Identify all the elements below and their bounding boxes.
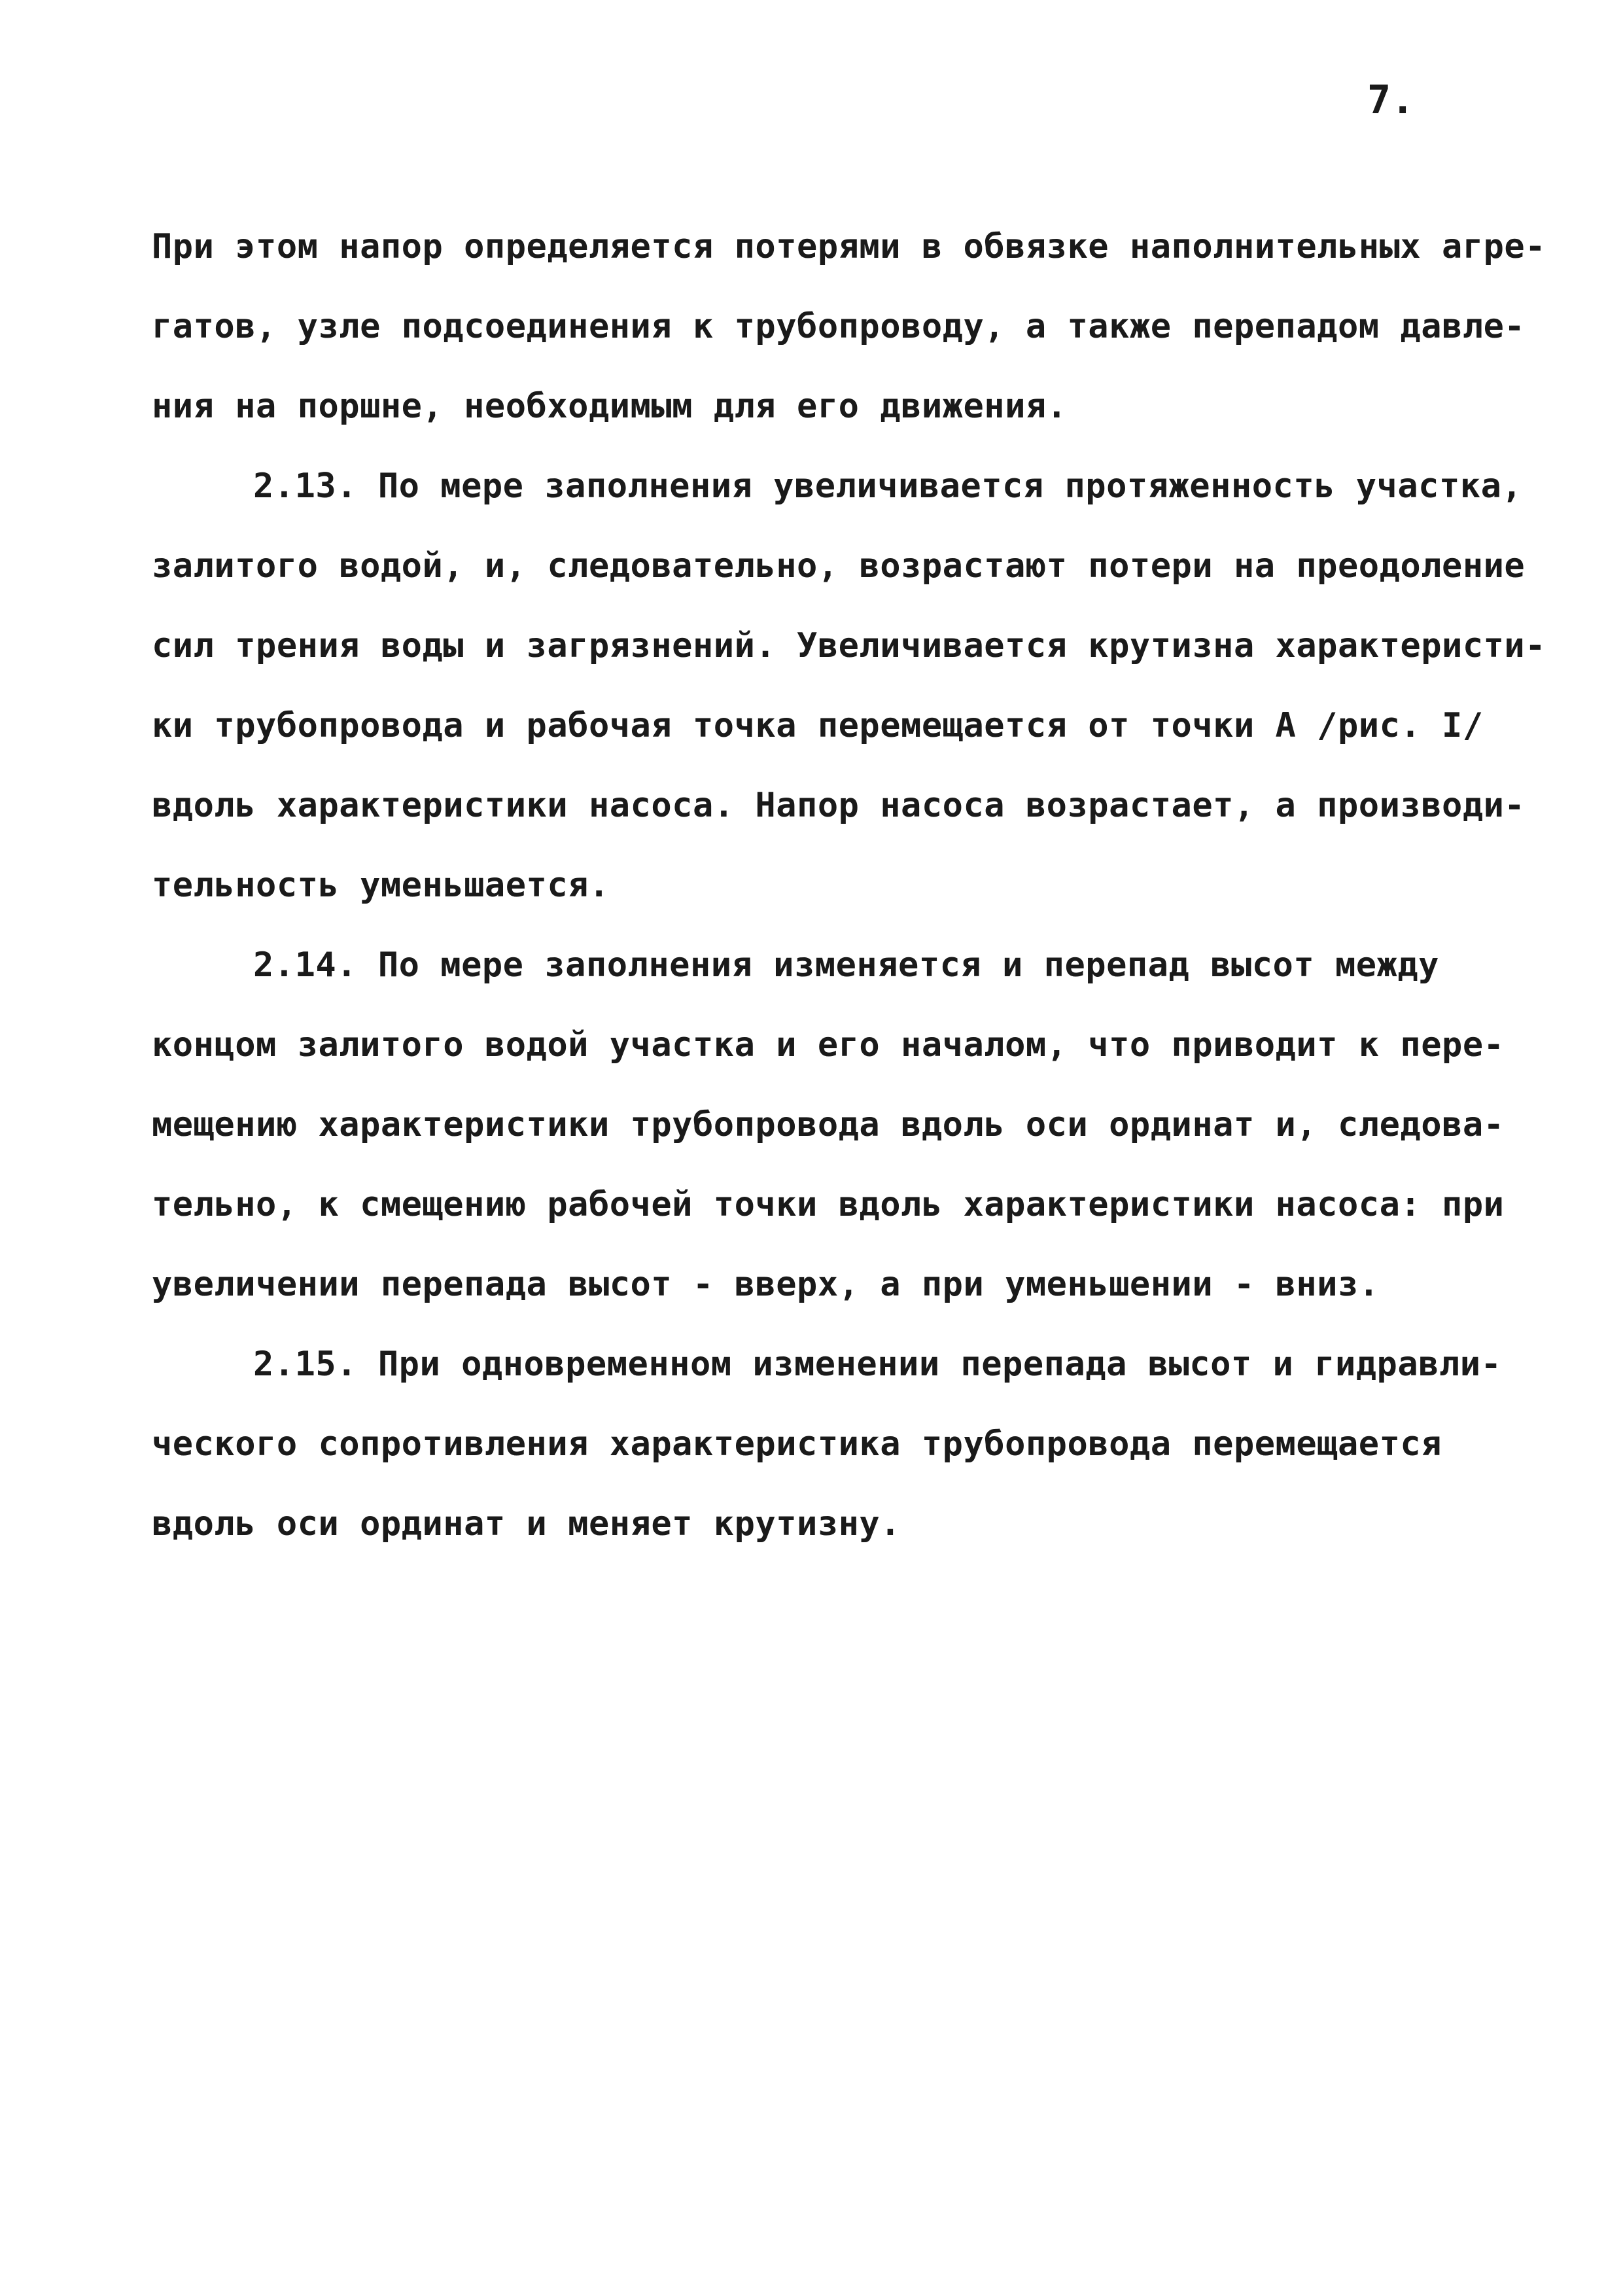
text-line: увеличении перепада высот - вверх, а при уменьшении - вниз.: [152, 1265, 1380, 1304]
paragraph-2-13: [152, 446, 1546, 925]
document-body: [152, 207, 1546, 1564]
text-line: тельно, к смещению рабочей точки вдоль характеристики насоса: при: [152, 1185, 1505, 1224]
paragraph-2-15: [152, 1324, 1502, 1564]
text-line: 2.15. При одновременном изменении перепада высот и гидравли-: [253, 1345, 1502, 1384]
text-line: сил трения воды и загрязнений. Увеличивается крутизна характеристи-: [152, 626, 1546, 665]
text-line: гатов, узле подсоединения к трубопроводу, а также перепадом давле-: [152, 307, 1526, 346]
text-line: вдоль оси ординат и меняет крутизну.: [152, 1504, 901, 1544]
paragraph-intro: [152, 207, 1546, 446]
text-line: При этом напор определяется потерями в обвязке наполнительных агре-: [152, 227, 1546, 266]
text-line: залитого водой, и, следовательно, возрастают потери на преодоление: [152, 546, 1526, 586]
text-line: ки трубопровода и рабочая точка перемещается от точки А /рис. I/: [152, 706, 1484, 745]
paragraph-2-14: [152, 925, 1505, 1324]
text-line: тельность уменьшается.: [152, 866, 610, 905]
text-line: ческого сопротивления характеристика трубопровода перемещается: [152, 1424, 1442, 1464]
text-line: концом залитого водой участка и его началом, что приводит к пере-: [152, 1025, 1505, 1065]
text-line: 2.14. По мере заполнения изменяется и перепад высот между: [253, 945, 1439, 985]
text-line: 2.13. По мере заполнения увеличивается протяженность участка,: [253, 467, 1523, 506]
page-number: 7.: [1367, 77, 1415, 123]
text-line: вдоль характеристики насоса. Напор насоса возрастает, а производи-: [152, 786, 1526, 825]
text-line: мещению характеристики трубопровода вдоль оси ординат и, следова-: [152, 1105, 1505, 1144]
text-line: ния на поршне, необходимым для его движения.: [152, 387, 1068, 426]
